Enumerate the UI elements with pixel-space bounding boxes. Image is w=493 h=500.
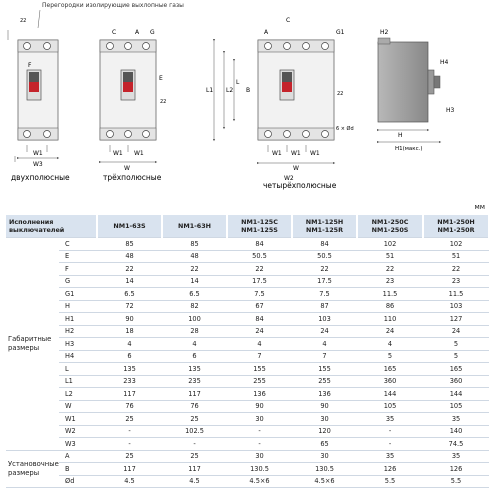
value-cell: 120: [292, 425, 357, 438]
svg-text:G1: G1: [336, 29, 345, 36]
table-row: [6, 400, 489, 413]
value-cell: 65: [292, 438, 357, 451]
table-row: [6, 438, 489, 451]
header-line: NM1-250R: [437, 226, 475, 234]
value-cell: 130.5: [227, 463, 292, 476]
header-line: NM1-250S: [371, 226, 409, 234]
value-cell: 6: [97, 350, 162, 363]
value-cell: 30: [292, 413, 357, 426]
value-cell: 4: [97, 338, 162, 351]
svg-text:L2: L2: [226, 87, 234, 94]
value-cell: 14: [162, 275, 227, 288]
value-cell: 17.5: [292, 275, 357, 288]
header-cell: [423, 215, 489, 238]
parameter-cell: F: [59, 263, 97, 276]
value-cell: 50.5: [227, 250, 292, 263]
parameter-cell: L: [59, 363, 97, 376]
svg-text:C: C: [112, 29, 117, 36]
parameter-cell: H2: [59, 325, 97, 338]
svg-text:H4: H4: [440, 59, 449, 66]
svg-text:W1: W1: [33, 150, 43, 157]
svg-text:6 × Ød: 6 × Ød: [336, 126, 354, 132]
svg-text:W2: W2: [284, 175, 294, 182]
value-cell: 4: [292, 338, 357, 351]
parameter-cell: W1: [59, 413, 97, 426]
value-cell: 4: [227, 338, 292, 351]
value-cell: 126: [423, 463, 489, 476]
caption-4-pole: четырёхполюсные: [263, 181, 337, 190]
value-cell: 22: [292, 263, 357, 276]
table-row: [6, 238, 489, 251]
svg-text:22: 22: [20, 18, 27, 24]
table-row: [6, 350, 489, 363]
value-cell: -: [97, 425, 162, 438]
value-cell: 90: [97, 313, 162, 326]
unit-label: мм: [474, 203, 485, 211]
header-line: NM1-250C: [371, 218, 409, 226]
value-cell: 24: [227, 325, 292, 338]
parameter-cell: H3: [59, 338, 97, 351]
value-cell: 11.5: [357, 288, 423, 301]
header-line: NM1-125R: [305, 226, 344, 234]
svg-text:22: 22: [160, 99, 167, 105]
value-cell: 360: [357, 375, 423, 388]
value-cell: 23: [357, 275, 423, 288]
parameter-cell: L2: [59, 388, 97, 401]
table-row: [6, 363, 489, 376]
value-cell: 235: [162, 375, 227, 388]
note-line1: Перегородки изолирующие выхлопные газы: [42, 2, 184, 9]
table-row: [6, 263, 489, 276]
table-row: [6, 475, 489, 488]
value-cell: 35: [357, 450, 423, 463]
value-cell: 136: [227, 388, 292, 401]
table-row: [6, 275, 489, 288]
value-cell: 25: [162, 450, 227, 463]
value-cell: 155: [227, 363, 292, 376]
table-row: [6, 313, 489, 326]
parameter-cell: L1: [59, 375, 97, 388]
value-cell: 22: [227, 263, 292, 276]
value-cell: -: [162, 438, 227, 451]
value-cell: 155: [292, 363, 357, 376]
table-row: [6, 338, 489, 351]
value-cell: 35: [423, 413, 489, 426]
header-line: NM1-250H: [437, 218, 475, 226]
value-cell: 24: [292, 325, 357, 338]
parameter-cell: C: [59, 238, 97, 251]
parameter-cell: W2: [59, 425, 97, 438]
value-cell: 84: [292, 238, 357, 251]
value-cell: 117: [162, 388, 227, 401]
table-row: [6, 413, 489, 426]
value-cell: 4.5: [162, 475, 227, 488]
value-cell: 130.5: [292, 463, 357, 476]
parameter-cell: H4: [59, 350, 97, 363]
value-cell: 74.5: [423, 438, 489, 451]
parameter-cell: B: [59, 463, 97, 476]
svg-text:W1: W1: [134, 150, 144, 157]
parameter-cell: H1: [59, 313, 97, 326]
value-cell: 48: [162, 250, 227, 263]
value-cell: 22: [423, 263, 489, 276]
value-cell: 30: [227, 413, 292, 426]
table-header-row: [6, 215, 489, 238]
value-cell: 105: [423, 400, 489, 413]
value-cell: 28: [162, 325, 227, 338]
value-cell: 135: [162, 363, 227, 376]
group-label: Установочные размеры: [6, 450, 59, 488]
value-cell: 25: [97, 413, 162, 426]
value-cell: 233: [97, 375, 162, 388]
value-cell: 117: [97, 463, 162, 476]
value-cell: 136: [292, 388, 357, 401]
value-cell: 76: [97, 400, 162, 413]
value-cell: 84: [227, 238, 292, 251]
value-cell: 23: [423, 275, 489, 288]
value-cell: 5: [423, 350, 489, 363]
value-cell: 22: [97, 263, 162, 276]
parameter-cell: E: [59, 250, 97, 263]
value-cell: 103: [292, 313, 357, 326]
header-line: NM1-125C: [241, 218, 278, 226]
table-row: [6, 375, 489, 388]
value-cell: 72: [97, 300, 162, 313]
value-cell: 51: [357, 250, 423, 263]
table-row: [6, 388, 489, 401]
value-cell: 165: [357, 363, 423, 376]
svg-text:L: L: [236, 79, 240, 86]
svg-text:C: C: [286, 17, 291, 24]
parameter-cell: W: [59, 400, 97, 413]
table-row: [6, 250, 489, 263]
value-cell: 85: [162, 238, 227, 251]
value-cell: 7: [227, 350, 292, 363]
value-cell: 25: [97, 450, 162, 463]
value-cell: 24: [357, 325, 423, 338]
value-cell: 102: [357, 238, 423, 251]
value-cell: 4.5×6: [292, 475, 357, 488]
value-cell: 255: [292, 375, 357, 388]
svg-text:W: W: [124, 165, 130, 172]
value-cell: 76: [162, 400, 227, 413]
value-cell: 110: [357, 313, 423, 326]
table-row: [6, 288, 489, 301]
table-row: [6, 463, 489, 476]
header-cell: NM1-63S: [97, 215, 162, 238]
value-cell: 67: [227, 300, 292, 313]
value-cell: 117: [162, 463, 227, 476]
value-cell: 144: [357, 388, 423, 401]
value-cell: 126: [357, 463, 423, 476]
technical-drawings: [0, 0, 493, 200]
value-cell: 100: [162, 313, 227, 326]
svg-text:L1: L1: [206, 87, 214, 94]
svg-text:W: W: [293, 165, 299, 172]
value-cell: 50.5: [292, 250, 357, 263]
table-row: [6, 300, 489, 313]
value-cell: 5.5: [357, 475, 423, 488]
header-line: NM1-125H: [305, 218, 344, 226]
drawing-side-view: [378, 29, 455, 152]
drawing-2-pole: [8, 18, 58, 168]
svg-text:H2: H2: [380, 29, 389, 36]
table-row: [6, 425, 489, 438]
value-cell: 82: [162, 300, 227, 313]
header-cell: [292, 215, 357, 238]
value-cell: -: [97, 438, 162, 451]
value-cell: 48: [97, 250, 162, 263]
svg-text:H1(макс.): H1(макс.): [395, 146, 423, 152]
value-cell: 360: [423, 375, 489, 388]
parameter-cell: G1: [59, 288, 97, 301]
svg-text:22: 22: [337, 91, 344, 97]
value-cell: 102: [423, 238, 489, 251]
value-cell: 22: [357, 263, 423, 276]
table-row: [6, 325, 489, 338]
value-cell: 86: [357, 300, 423, 313]
value-cell: -: [357, 425, 423, 438]
value-cell: 4: [162, 338, 227, 351]
value-cell: -: [227, 438, 292, 451]
svg-text:A: A: [264, 29, 269, 36]
value-cell: 135: [97, 363, 162, 376]
value-cell: 18: [97, 325, 162, 338]
parameter-cell: G: [59, 275, 97, 288]
value-cell: 35: [357, 413, 423, 426]
value-cell: 255: [227, 375, 292, 388]
value-cell: 6: [162, 350, 227, 363]
value-cell: 127: [423, 313, 489, 326]
svg-text:A: A: [135, 29, 140, 36]
value-cell: -: [357, 438, 423, 451]
value-cell: 6.5: [162, 288, 227, 301]
header-cell: Исполнения выключателей: [6, 215, 97, 238]
value-cell: 25: [162, 413, 227, 426]
value-cell: 117: [97, 388, 162, 401]
value-cell: 7.5: [227, 288, 292, 301]
value-cell: 4: [357, 338, 423, 351]
svg-text:B: B: [246, 87, 251, 94]
header-cell: [357, 215, 423, 238]
value-cell: 90: [292, 400, 357, 413]
group-label: Габаритные размеры: [6, 238, 59, 451]
value-cell: 5.5: [423, 475, 489, 488]
value-cell: 14: [97, 275, 162, 288]
value-cell: 90: [227, 400, 292, 413]
header-line: NM1-125S: [241, 226, 278, 234]
value-cell: 4.5: [97, 475, 162, 488]
value-cell: 140: [423, 425, 489, 438]
value-cell: 165: [423, 363, 489, 376]
value-cell: 11.5: [423, 288, 489, 301]
value-cell: 30: [227, 450, 292, 463]
parameter-cell: A: [59, 450, 97, 463]
parameter-cell: H: [59, 300, 97, 313]
svg-text:W1: W1: [272, 150, 282, 157]
value-cell: 105: [357, 400, 423, 413]
svg-text:W1: W1: [310, 150, 320, 157]
value-cell: 85: [97, 238, 162, 251]
value-cell: -: [227, 425, 292, 438]
value-cell: 4.5×6: [227, 475, 292, 488]
value-cell: 5: [357, 350, 423, 363]
parameter-cell: Ød: [59, 475, 97, 488]
value-cell: 22: [162, 263, 227, 276]
value-cell: 87: [292, 300, 357, 313]
caption-3-pole: трёхполюсные: [103, 173, 162, 182]
value-cell: 17.5: [227, 275, 292, 288]
svg-text:W1: W1: [291, 150, 301, 157]
caption-2-pole: двухполюсные: [11, 173, 70, 182]
value-cell: 7.5: [292, 288, 357, 301]
value-cell: 6.5: [97, 288, 162, 301]
value-cell: 144: [423, 388, 489, 401]
value-cell: 24: [423, 325, 489, 338]
dimensions-table: [6, 215, 490, 488]
value-cell: 7: [292, 350, 357, 363]
svg-text:G: G: [150, 29, 155, 36]
header-cell: [227, 215, 292, 238]
header-cell: NM1-63H: [162, 215, 227, 238]
svg-text:E: E: [159, 75, 163, 82]
value-cell: 5: [423, 338, 489, 351]
value-cell: 102.5: [162, 425, 227, 438]
value-cell: 30: [292, 450, 357, 463]
parameter-cell: W3: [59, 438, 97, 451]
drawing-3-pole: [100, 29, 166, 172]
value-cell: 51: [423, 250, 489, 263]
svg-text:H3: H3: [446, 107, 455, 114]
svg-text:H: H: [398, 132, 403, 139]
svg-text:W3: W3: [33, 161, 43, 168]
svg-text:W1: W1: [113, 150, 123, 157]
value-cell: 35: [423, 450, 489, 463]
drawing-4-pole: [206, 17, 354, 182]
value-cell: 84: [227, 313, 292, 326]
svg-text:F: F: [28, 62, 32, 69]
table-row: [6, 450, 489, 463]
value-cell: 103: [423, 300, 489, 313]
